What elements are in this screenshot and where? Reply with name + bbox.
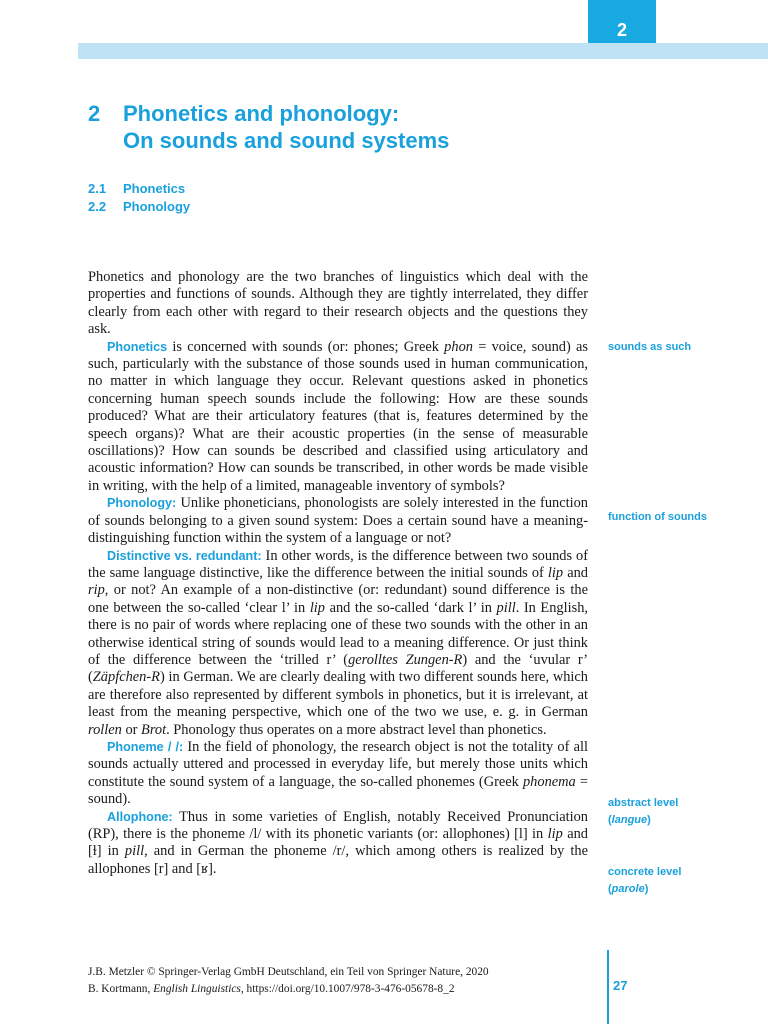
italic-term: pill (124, 843, 145, 860)
paragraph-text: and [ɫ] in (88, 826, 588, 860)
paragraph-text: . In English, there is no pair of words where replacing one of these two sounds with the other in an otherwise identical string of sounds would lead to a meaning difference. Or just think of the difference between the ‘trilled r’ ( (88, 599, 588, 668)
margin-note-label: concrete level (608, 866, 682, 878)
chapter-tab: 2 (588, 0, 656, 43)
footer-publisher-line: J.B. Metzler © Springer-Verlag GmbH Deutschland, ein Teil von Springer Nature, 2020 (88, 966, 489, 978)
toc-item-label: Phonology (123, 199, 191, 214)
chapter-number: 2 (88, 101, 101, 126)
paragraph-phonology (88, 495, 588, 547)
paragraph-phoneme (88, 739, 588, 809)
chapter-title-line-2: On sounds and sound systems (123, 128, 450, 153)
paragraph-text: and (563, 564, 588, 581)
paragraph-text: In the field of phonology, the research object is not the totality of all sounds actually uttered and processed in everyday life, but merely those units which constitute the sound system of a language, the so-called phonemes (Greek (88, 738, 588, 790)
keyword-phonology: Phonology: (107, 496, 177, 511)
italic-term: lip (547, 564, 564, 581)
body-text (88, 269, 588, 878)
paragraph-text: or (121, 721, 142, 738)
margin-note-term-langue: langue (611, 814, 648, 826)
page-number-rule (607, 950, 609, 1024)
italic-term: gerolltes Zungen-R (348, 651, 463, 668)
paragraph-intro: Phonetics and phonology are the two branches of linguistics which deal with the properties and functions of sounds. Although they are tightly interrelated, they differ clearly from each other with regard to their research objects and the questions they ask. (88, 269, 588, 338)
keyword-distinctive-vs-redundant: Distinctive vs. redundant: (107, 548, 262, 563)
chapter-title (88, 100, 648, 154)
paragraph-text: , and in German the phoneme /r/, which among others is realized by the allophones [r] and [ʁ]. (88, 843, 588, 877)
margin-note-sounds-as-such: sounds as such (608, 341, 692, 353)
italic-term: lip (547, 826, 563, 842)
toc-item-number: 2.1 (88, 181, 107, 196)
footer-citation (88, 964, 598, 998)
keyword-phoneme: Phoneme / /: (107, 739, 184, 754)
margin-note-function-of-sounds: function of sounds (608, 511, 707, 523)
italic-term: phonema (522, 773, 576, 790)
italic-term: phon (444, 338, 473, 355)
paragraph-distinctive (88, 548, 588, 739)
paragraph-phonetics (88, 339, 588, 496)
footer-doi-line (88, 981, 598, 998)
italic-term: Zäpfchen-R (92, 669, 160, 686)
paragraph-allophone (88, 809, 588, 879)
paragraph-text: ) in German. We are clearly dealing with two different sounds here, which are therefore also represented by different symbols in phonetics, but it is irrelevant, at least from the meaning perspective, which one of the two we use, e. g. in German (88, 669, 588, 721)
margin-note-paren: ) (644, 883, 649, 895)
keyword-phonetics: Phonetics (107, 339, 168, 354)
paragraph-text: = sound). (88, 773, 588, 808)
margin-note-abstract-level (608, 795, 758, 829)
header-bar (78, 43, 768, 59)
chapter-toc (88, 180, 190, 216)
paragraph-text: is concerned with sounds (or: phones; Greek (167, 338, 445, 355)
italic-term: Brot (141, 721, 167, 738)
footer-doi[interactable]: , https://doi.org/10.1007/978-3-476-05678-8_2 (240, 983, 455, 995)
paragraph-text: , or not? An example of a non-distinctive (or: redundant) sound difference is the one between the so-called ‘clear l’ in (88, 582, 588, 616)
italic-term: pill (496, 599, 516, 616)
margin-note-paren: ( (608, 814, 612, 826)
paragraph-text: = voice, sound) as such, particularly with the substance of those sounds used in human communication, no matter in which language they occur. Relevant questions asked in phonetics concerning human speech sounds include the following: How are these sounds produced? What are their articulatory features (that is, features determined by the speech organs)? What are their acoustic properties (in the sense of measurable oscillations)? How can sounds be described and classified using articulatory and acoustic information? How can sounds be transcribed, in other words be made visible in writing, with the help of a limited, manageable inventory of symbols? (88, 338, 588, 494)
italic-term: lip (309, 599, 326, 616)
toc-item-phonetics[interactable] (88, 180, 190, 198)
toc-item-phonology[interactable] (88, 198, 190, 216)
margin-note-paren: ( (608, 883, 612, 895)
footer-author: B. Kortmann, (88, 983, 154, 995)
paragraph-text: ) and the ‘uvular r’ ( (88, 651, 588, 686)
paragraph-text: Unlike phoneticians, phonologists are solely interested in the function of sounds belonging to a given sound system: Does a certain sound have a meaning-distinguishing function within the system of a language or not? (88, 495, 588, 547)
paragraph-text: . Phonology thus operates on a more abstract level than phonetics. (166, 721, 547, 738)
paragraph-text: In other words, is the difference between two sounds of the same language distinctive, like the difference between the initial sounds of (88, 547, 588, 581)
paragraph-text: Thus in some varieties of English, notably Received Pronunciation (RP), there is the phoneme /l/ with its phonetic variants (or: allophones) [l] in (88, 808, 588, 842)
margin-note-term-parole: parole (611, 883, 645, 895)
paragraph-text: and the so-called ‘dark l’ in (325, 599, 497, 616)
chapter-title-line-1: Phonetics and phonology: (123, 101, 400, 126)
margin-note-label: abstract level (608, 797, 679, 809)
footer-book-title: English Linguistics (153, 983, 241, 995)
toc-item-label: Phonetics (123, 181, 186, 196)
italic-term: rip (88, 582, 105, 599)
page-number: 27 (613, 978, 628, 993)
margin-note-concrete-level (608, 864, 758, 898)
margin-note-paren: ) (647, 814, 651, 826)
keyword-allophone: Allophone: (107, 809, 173, 824)
toc-item-number: 2.2 (88, 199, 107, 214)
italic-term: rollen (88, 721, 122, 738)
